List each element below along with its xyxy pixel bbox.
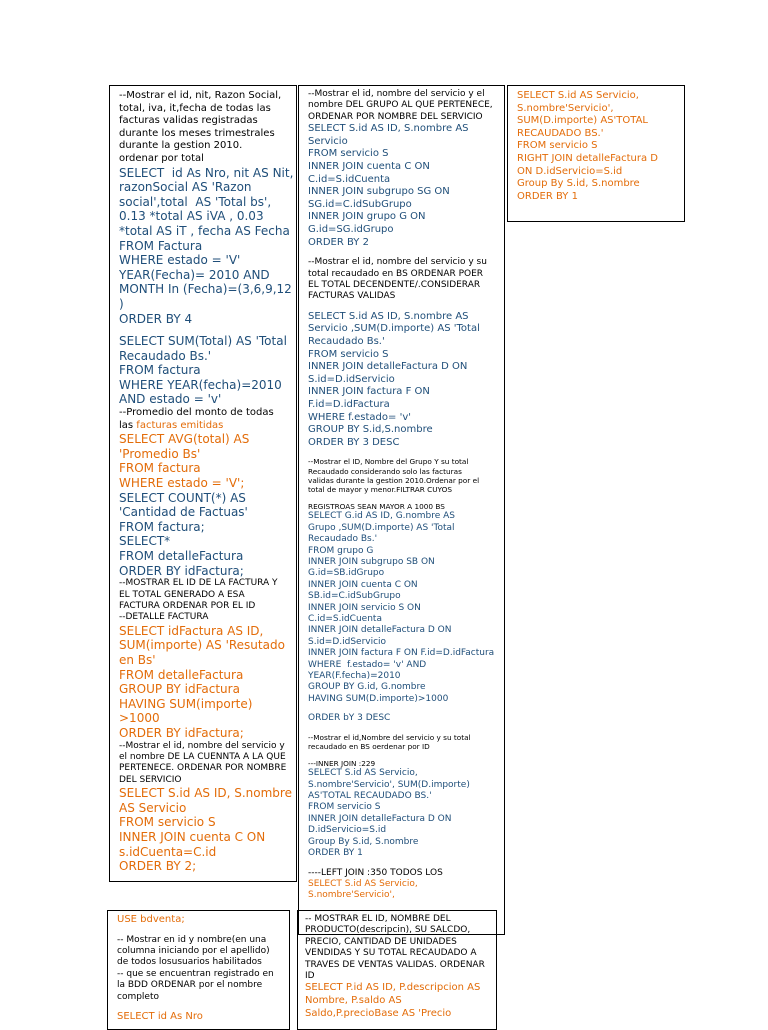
comment-line: ---INNER JOIN :229 <box>308 759 376 769</box>
sql-line: INNER JOIN subgrupo SG ON <box>308 186 450 198</box>
comment-line: de todos losusuarios habilitados <box>117 957 262 968</box>
sql-line: >1000 <box>119 711 160 726</box>
sql-line: GROUP BY idFactura <box>119 682 240 697</box>
comment-line: --Mostrar el id, nombre del servicio y el <box>308 89 485 99</box>
sql-line: Servicio <box>308 135 348 147</box>
sql-line: Recaudado Bs.' <box>308 534 378 545</box>
query-box-facturas <box>109 85 297 882</box>
comment-line: total, iva, it,fecha de todas las <box>119 102 271 114</box>
comment-line: el nombre DE LA CUENNTA A LA QUE <box>119 751 286 762</box>
sql-line: Nombre, P.saldo AS <box>305 995 402 1007</box>
sql-line: ORDER BY 2; <box>119 859 197 874</box>
comment-line: total recaudado en BS ORDENAR POER <box>308 268 484 279</box>
comment-line: PRECIO, CANTIDAD DE UNIDADES <box>305 936 457 947</box>
sql-line: S.id=D.idServicio <box>308 373 395 385</box>
sql-line: SUM(D.importe) AS'TOTAL <box>517 115 648 127</box>
sql-line: SELECT* <box>119 534 171 549</box>
sql-line: SELECT SUM(Total) AS 'Total <box>119 334 287 349</box>
text-run: --Promedio del monto de todas <box>119 407 274 419</box>
comment-line: facturas validas registradas <box>119 115 258 127</box>
sql-line: ) <box>119 296 124 311</box>
sql-line: SELECT S.id AS ID, S.nombre AS <box>308 123 469 135</box>
sql-line: D.idServicio=S.id <box>308 825 387 836</box>
comment-line: Recaudado considerando solo las facturas <box>308 466 462 476</box>
comment-line: ORDENAR POR NOMBRE DEL SERVICIO <box>308 111 483 122</box>
sql-line: INNER JOIN cuenta C ON <box>119 829 266 844</box>
sql-line: INNER JOIN cuenta C ON <box>308 161 430 172</box>
comment-line: ----LEFT JOIN :350 TODOS LOS <box>308 867 443 878</box>
comment-line <box>119 420 296 433</box>
comment-line: completo <box>117 991 160 1002</box>
sql-line: INNER JOIN subgrupo SB ON <box>308 556 435 567</box>
comment-line: durante la gestion 2010. <box>119 140 243 152</box>
sql-line: Grupo ,SUM(D.importe) AS 'Total <box>308 522 455 533</box>
query-box-usuarios <box>107 910 290 1030</box>
sql-line: 0.13 *total AS iVA , 0.03 <box>119 209 264 224</box>
sql-line: FROM detalleFactura <box>119 667 244 682</box>
sql-line: en Bs' <box>119 653 156 667</box>
comment-line: --Mostrar el id, nombre del servicio y <box>119 740 285 751</box>
sql-line: SELECT idFactura AS ID, <box>119 623 264 638</box>
comment-line: --Mostrar el id, nombre del servicio y su <box>308 257 487 268</box>
query-list-right-join <box>517 90 684 203</box>
spacer <box>308 494 504 502</box>
sql-line: INNER JOIN factura F ON <box>308 386 430 398</box>
sql-line: Recaudado Bs.' <box>308 335 385 347</box>
spacer <box>117 1003 289 1011</box>
sql-line: AND estado = 'v' <box>119 392 222 407</box>
sql-line: INNER JOIN servicio S ON <box>308 602 421 613</box>
spacer <box>308 725 504 733</box>
sql-line: ON D.idServicio=S.id <box>517 165 623 177</box>
sql-line: C.id=S.idCuenta <box>308 613 382 624</box>
comment-line: recaudado en BS oerdenar por ID <box>308 741 430 751</box>
comment-line: validas durante la gestion 2010.Ordenar por el <box>308 475 480 485</box>
sql-line: Servicio ,SUM(D.importe) AS 'Total <box>308 323 480 335</box>
sql-line: S.nombre'Servicio', <box>517 102 614 114</box>
sql-line: SELECT S.id AS Servicio, <box>308 878 418 889</box>
sql-line: ORDER BY idFactura; <box>119 725 244 740</box>
sql-line: AS Servicio <box>119 800 187 815</box>
sql-line: SELECT id As Nro, nit AS Nit, <box>119 165 294 180</box>
sql-line: WHERE f.estado= 'v' <box>308 411 411 423</box>
sql-line: SB.id=C.idSubGrupo <box>308 591 401 602</box>
sql-line: RIGHT JOIN detalleFactura D <box>517 152 658 164</box>
sql-line: INNER JOIN detalleFactura D ON <box>308 813 452 824</box>
sql-line: ORDER BY 1 <box>308 848 363 859</box>
comment-line: --MOSTRAR EL ID DE LA FACTURA Y <box>119 578 278 589</box>
sql-line: FROM servicio S <box>119 815 216 830</box>
query-box-productos <box>297 910 497 1030</box>
spacer <box>117 927 289 935</box>
comment-line: REGISTROAS SEAN MAYOR A 1000 BS <box>308 502 445 512</box>
query-list-usuarios <box>117 914 289 1024</box>
sql-line: SELECT S.id AS Servicio, <box>308 768 418 779</box>
sql-line: MONTH In (Fecha)=(3,6,9,12 <box>119 282 292 297</box>
sql-line: FROM detalleFactura <box>119 549 244 563</box>
sql-line: SELECT id As Nro <box>117 1011 203 1023</box>
sql-line: YEAR(Fecha)= 2010 AND <box>119 267 270 282</box>
spacer <box>308 860 504 868</box>
sql-line: SELECT P.id AS ID, P.descripcion AS <box>305 982 481 994</box>
comment-line: EL TOTAL DECENDENTE/.CONSIDERAR <box>308 279 481 290</box>
comment-line: EL TOTAL GENERADO A ESA <box>119 589 245 600</box>
comment-line: PRODUCTO(descripcin), SU SALCDO, <box>305 925 471 936</box>
spacer <box>119 326 296 334</box>
text-run: facturas emitidas <box>136 419 224 431</box>
sql-line: INNER JOIN grupo G ON <box>308 211 426 223</box>
sql-line: GROUP BY S.id,S.nombre <box>308 424 433 436</box>
sql-line: WHERE estado = 'V' <box>119 253 241 268</box>
sql-line: FROM factura <box>119 363 201 378</box>
comment-line: PERTENECE. ORDENAR POR NOMBRE <box>119 763 287 774</box>
comment-line: la BDD ORDENAR por el nombre <box>117 980 263 991</box>
comment-line: VENDIDAS Y SU TOTAL RECAUDADO A <box>305 948 477 959</box>
sql-line: ORDER BY 4 <box>119 311 193 326</box>
sql-line: S.id=D.idServicio <box>308 636 387 647</box>
sql-line: SELECT COUNT(*) AS <box>119 490 246 505</box>
sql-line: social',total AS 'Total bs', <box>119 194 272 209</box>
query-list-servicios <box>308 89 504 902</box>
sql-line: WHERE YEAR(fecha)=2010 <box>119 377 282 392</box>
comment-line: columna iniciando por el apellido) <box>117 946 270 956</box>
sql-line: ORDER bY 3 DESC <box>308 713 391 724</box>
comment-line: -- MOSTRAR EL ID, NOMBRE DEL <box>305 914 451 924</box>
sql-line: WHERE f.estado= 'v' AND <box>308 659 427 670</box>
comment-line <box>119 407 296 420</box>
sql-line: FROM servicio S <box>308 802 381 813</box>
sql-line: s.idCuenta=C.id <box>119 844 217 859</box>
sql-line: HAVING SUM(importe) <box>119 696 253 711</box>
sql-line: *total AS iT , fecha AS Fecha <box>119 223 290 238</box>
sql-line: ORDER BY 3 DESC <box>308 436 400 448</box>
sql-line: INNER JOIN factura F ON F.id=D.idFactura <box>308 648 495 659</box>
sql-line: INNER JOIN detalleFactura D ON <box>308 625 452 636</box>
sql-line: WHERE estado = 'V'; <box>119 476 245 491</box>
sql-line: SELECT AVG(total) AS <box>119 432 250 447</box>
sql-line: S.nombre'Servicio', <box>308 890 395 901</box>
sql-line: 'Cantidad de Factuas' <box>119 505 248 520</box>
spacer <box>308 705 504 713</box>
comment-line: ordenar por total <box>119 152 204 164</box>
comment-line: -- que se encuentran registrado en <box>117 968 274 979</box>
spacer <box>308 449 504 457</box>
comment-line: ID <box>305 971 315 982</box>
query-list-facturas <box>119 90 296 874</box>
sql-line: YEAR(F.fecha)=2010 <box>308 671 401 682</box>
comment-line: --Mostrar el id, nit, Razon Social, <box>119 90 282 101</box>
sql-line: GROUP BY G.id, G.nombre <box>308 682 426 693</box>
comment-line: --Mostrar el id,Nombre del servicio y su total <box>308 732 471 742</box>
comment-line: durante los meses trimestrales <box>119 127 275 139</box>
comment-line: --Mostrar el ID, Nombre del Grupo Y su total <box>308 457 469 467</box>
sql-line: SUM(importe) AS 'Resutado <box>119 638 285 653</box>
sql-line: SELECT S.id AS ID, S.nombre <box>119 786 292 801</box>
sql-line: Recaudado Bs.' <box>119 348 212 363</box>
text-run: las <box>119 419 137 431</box>
sql-line: FROM grupo G <box>308 545 374 556</box>
sql-line: AS'TOTAL RECAUDADO BS.' <box>308 791 432 802</box>
sql-line: RECAUDADO BS.' <box>517 127 604 139</box>
sql-line: G.id=SG.idGrupo <box>308 223 394 235</box>
sql-line: FROM servicio S <box>308 348 389 360</box>
sql-line: USE bdventa; <box>117 914 185 925</box>
sql-line: F.id=D.idFactura <box>308 398 390 410</box>
sql-line: FROM factura; <box>119 519 205 534</box>
sql-line: FROM Factura <box>119 238 203 253</box>
sql-line: razonSocial AS 'Razon <box>119 180 252 195</box>
sql-line: SG.id=C.idSubGrupo <box>308 198 412 210</box>
spacer <box>308 249 504 257</box>
sql-line: SELECT S.id AS ID, S.nombre AS <box>308 310 469 322</box>
comment-line: DEL SERVICIO <box>119 774 182 785</box>
sql-line: Group By S.id, S.nombre <box>308 836 419 847</box>
sql-line: S.nombre'Servicio', SUM(D.importe) <box>308 779 470 790</box>
spacer <box>308 303 504 311</box>
sql-line: ORDER BY 1 <box>517 190 578 202</box>
sql-line: SELECT S.id AS Servicio, <box>517 90 639 101</box>
sql-line: ORDER BY 2 <box>308 236 369 248</box>
comment-line: FACTURAS VALIDAS <box>308 291 396 302</box>
comment-line: --DETALLE FACTURA <box>119 612 209 623</box>
sql-line: ORDER BY idFactura; <box>119 563 244 578</box>
sql-line: C.id=S.idCuenta <box>308 173 391 185</box>
comment-line: nombre DEL GRUPO AL QUE PERTENECE, <box>308 100 493 111</box>
comment-line: total de mayor y menor.FILTRAR CUYOS <box>308 484 452 494</box>
query-box-right-join <box>507 85 685 222</box>
sql-line: G.id=SB.idGrupo <box>308 568 385 579</box>
sql-line: Group By S.id, S.nombre <box>517 178 640 190</box>
comment-line: TRAVES DE VENTAS VALIDAS. ORDENAR <box>305 959 485 970</box>
sql-line: HAVING SUM(D.importe)>1000 <box>308 693 449 704</box>
query-list-productos <box>305 914 496 1020</box>
sql-line: 'Promedio Bs' <box>119 446 201 461</box>
sql-line: FROM servicio S <box>517 140 598 152</box>
sql-line: INNER JOIN cuenta C ON <box>308 579 418 590</box>
sql-line: INNER JOIN detalleFactura D ON <box>308 361 468 373</box>
sql-line: FROM factura <box>119 461 201 476</box>
spacer <box>308 751 504 759</box>
sql-line: Saldo,P.precioBase AS 'Precio <box>305 1007 452 1019</box>
sql-line: SELECT G.id AS ID, G.nombre AS <box>308 511 455 522</box>
comment-line: -- Mostrar en id y nombre(en una <box>117 934 267 945</box>
query-box-servicios <box>298 85 505 935</box>
comment-line: FACTURA ORDENAR POR EL ID <box>119 601 256 611</box>
sql-line: FROM servicio S <box>308 148 389 160</box>
